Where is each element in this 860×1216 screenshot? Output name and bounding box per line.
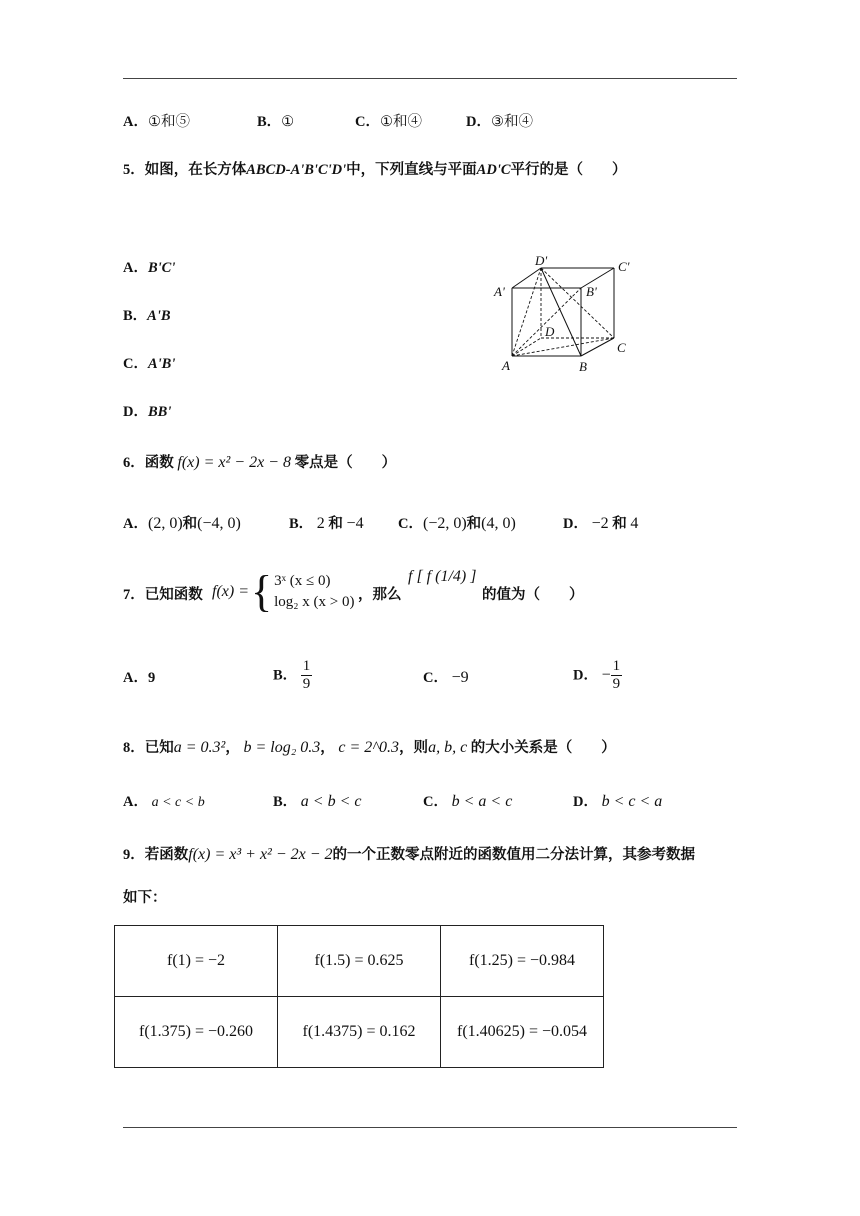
label-b: B <box>579 359 587 374</box>
table-cell: f(1.40625) = −0.054 <box>441 997 604 1068</box>
q7-fx: f(x) = <box>212 583 249 600</box>
q6-stem: 6．函数 f(x) = x² − 2x − 8 零点是（ ） <box>123 454 397 471</box>
hidden-a-d <box>512 338 541 356</box>
q5-option-a[interactable]: A．B'C' <box>123 260 176 276</box>
table-cell: f(1.375) = −0.260 <box>115 997 278 1068</box>
cuboid-figure <box>490 252 640 377</box>
q6-option-d[interactable]: D． −2 和 4 <box>563 515 639 532</box>
q4-option-b[interactable]: B．① <box>257 114 295 130</box>
q5-option-c[interactable]: C．A'B' <box>123 356 176 372</box>
label-d: D <box>545 324 555 339</box>
table-cell: f(1.5) = 0.625 <box>278 926 441 997</box>
q4-option-a[interactable]: A．①和⑤ <box>123 114 190 130</box>
label-d1: D' <box>535 253 548 268</box>
table-cell: f(1.25) = −0.984 <box>441 926 604 997</box>
q9-stem: 9．若函数f(x) = x³ + x² − 2x − 2的一个正数零点附近的函数值用二分法计算，其参考数据 <box>123 846 696 863</box>
q9-value-table <box>114 925 604 1068</box>
table-row <box>115 997 604 1068</box>
q8-option-b[interactable]: B． a < b < c <box>273 793 362 810</box>
label-a: A <box>502 358 510 373</box>
q7-option-d[interactable]: D． − $\frac{1}{9}$ <box>573 658 621 692</box>
q8-option-a[interactable]: A． a < c < b <box>123 794 205 810</box>
q5-option-d[interactable]: D．BB' <box>123 404 172 420</box>
q7-piecewise <box>212 567 355 616</box>
q9-stem-cont: 如下： <box>123 890 167 906</box>
q8-option-d[interactable]: D． b < c < a <box>573 793 663 810</box>
q7-b-fraction: $\frac{1}{9}$ <box>302 658 311 692</box>
header-rule <box>123 78 737 79</box>
q7-expr: f [ f (1/4) ] <box>408 568 477 585</box>
label-c: C <box>617 340 626 355</box>
q4-option-d[interactable]: D．③和④ <box>466 114 533 130</box>
hidden-a-d1 <box>512 268 541 356</box>
q7-option-b[interactable]: B． $\frac{1}{9}$ <box>273 658 311 692</box>
footer-rule <box>123 1127 737 1128</box>
label-a1: A' <box>494 284 505 299</box>
q5-stem: 5．如图，在长方体ABCD-A'B'C'D'中，下列直线与平面AD'C平行的是（ ） <box>123 162 627 178</box>
q4-option-c[interactable]: C．①和④ <box>355 114 422 130</box>
table-cell: f(1) = −2 <box>115 926 278 997</box>
hidden-a-d1-b <box>512 288 581 356</box>
q6-option-a[interactable]: A．(2, 0)和(−4, 0) <box>123 515 241 532</box>
diag-d1-b <box>541 268 581 356</box>
q7-option-a[interactable]: A．9 <box>123 670 156 686</box>
q7-stem-c: 的值为（ ） <box>482 587 584 603</box>
q6-option-c[interactable]: C．(−2, 0)和(4, 0) <box>398 515 516 532</box>
q8-option-c[interactable]: C． b < a < c <box>423 793 513 810</box>
table-row <box>115 926 604 997</box>
label-c1: C' <box>618 259 630 274</box>
edge-a1-d1 <box>512 268 541 288</box>
table-cell: f(1.4375) = 0.162 <box>278 997 441 1068</box>
q6-option-b[interactable]: B． 2 和 −4 <box>289 515 364 532</box>
q7-case1: 3ˣ (x ≤ 0) <box>274 573 331 589</box>
q7-stem: 7．已知函数 <box>123 587 203 603</box>
q7-case2: log₂ x (x > 0) <box>274 594 355 610</box>
q7-brace: { <box>251 567 273 616</box>
q5-option-b[interactable]: B．A'B <box>123 308 171 324</box>
q7-stem-b: ，那么 <box>358 587 402 603</box>
q7-d-fraction: $\frac{1}{9}$ <box>612 658 621 692</box>
q7-option-c[interactable]: C． −9 <box>423 669 469 686</box>
q8-stem: 8．已知a = 0.3²， b = log₂ 0.3， c = 2^0.3，则a, b, c 的大小关系是（ ） <box>123 739 616 756</box>
label-b1: B' <box>586 284 597 299</box>
